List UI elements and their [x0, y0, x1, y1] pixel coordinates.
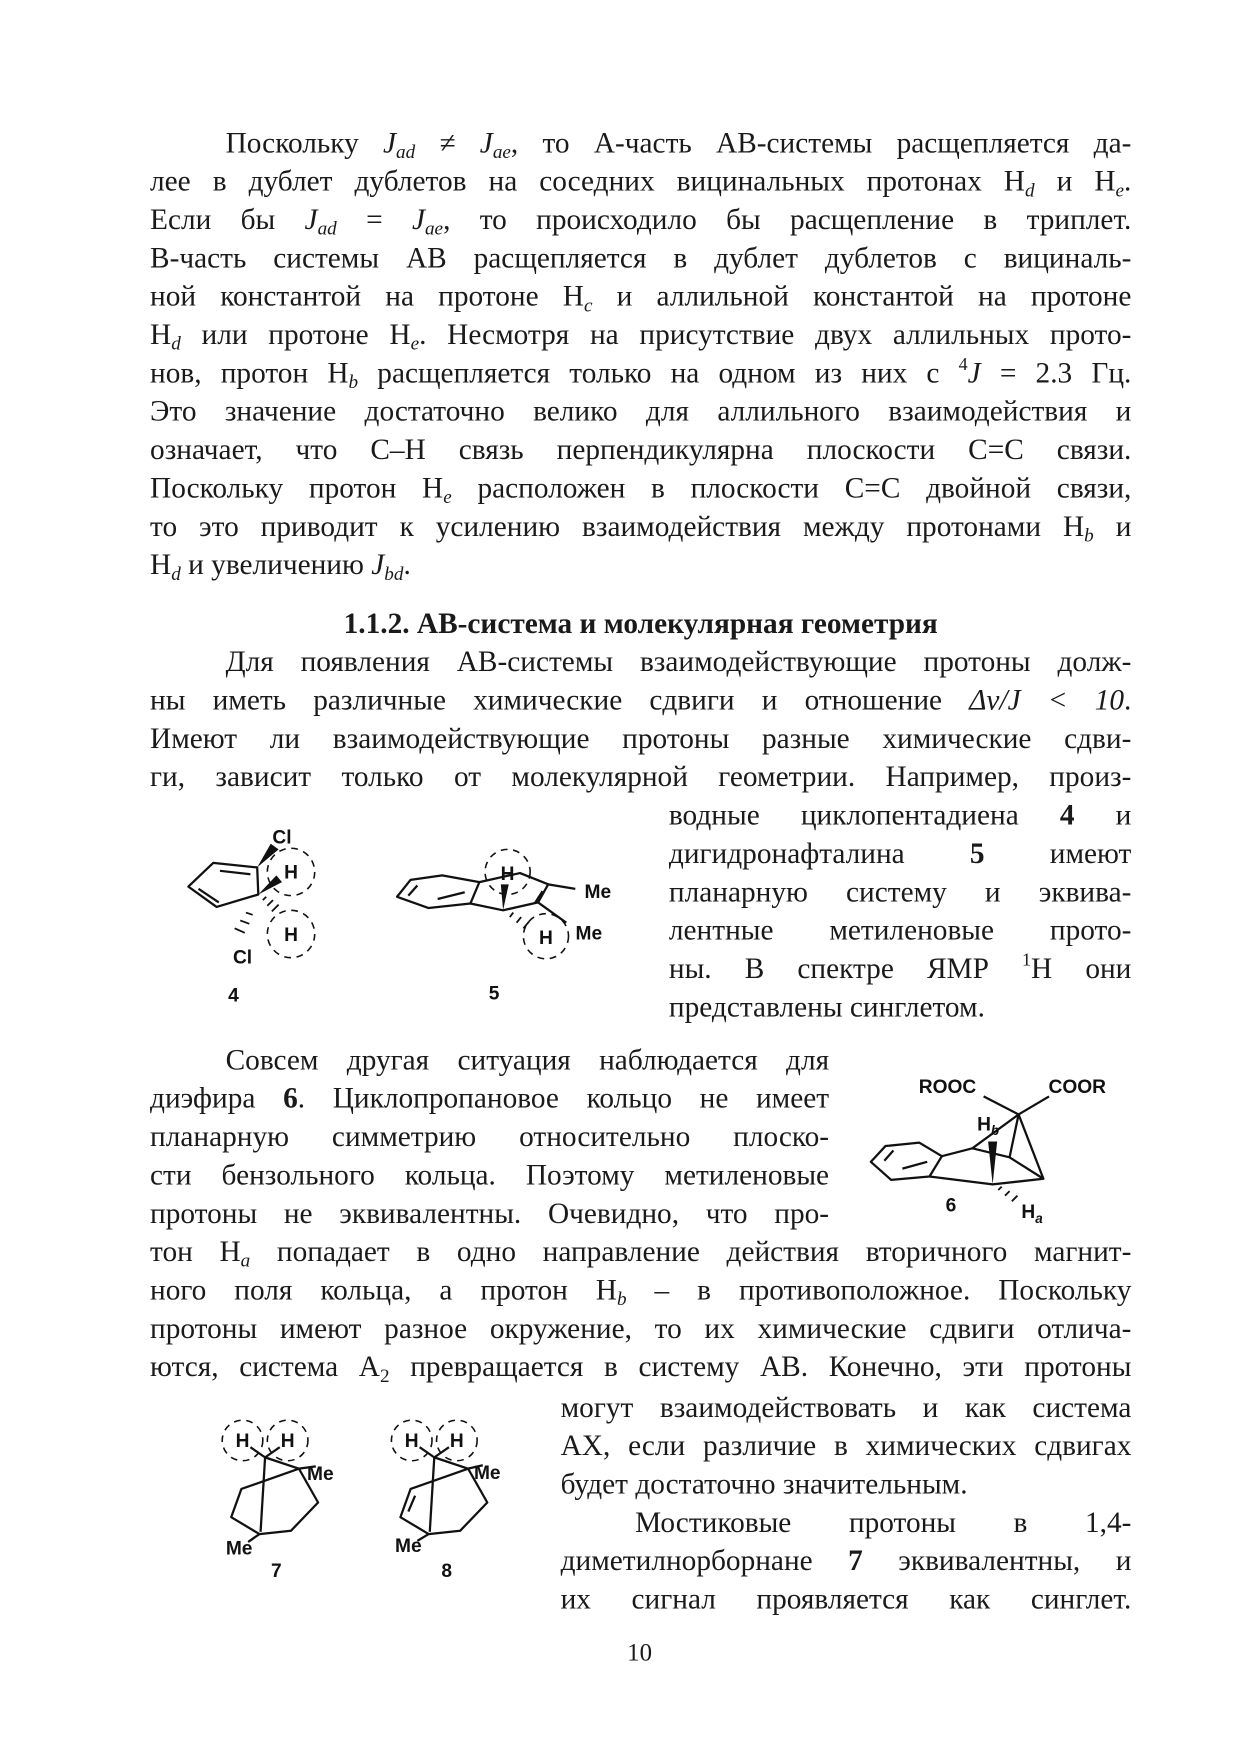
text-run-isub: e	[1115, 179, 1125, 201]
text-run: Мостиковые протоны в 1,4-	[635, 1505, 1132, 1539]
hydrogen-label: H	[500, 863, 515, 885]
text-run: .	[1124, 164, 1132, 198]
text-run-i: J	[382, 126, 397, 160]
compound-number-6: 6	[945, 1195, 957, 1217]
text-run: H	[150, 318, 172, 351]
text-run-isub: e	[410, 332, 420, 355]
text-run: и H	[1034, 164, 1116, 198]
text-run: означает, что С–Н связь перпендикулярна плоскости С=С связи.	[150, 433, 1132, 466]
structure-7-dimethylnorbornane	[222, 1420, 333, 1582]
text-run: ги, зависит только от молекулярной геометрии. Например, произ-	[150, 760, 1132, 793]
text-run: диметилнорборнане	[560, 1544, 849, 1577]
hydrogen-label: H	[280, 1431, 295, 1453]
text-run: В-часть системы АВ расщепляется в дублет дублетов с вициналь-	[150, 241, 1132, 275]
hydrogen-label: H	[404, 1431, 419, 1453]
text-run: попадает в одно направление действия вторичного магнит-	[250, 1235, 1132, 1268]
text-run: . Несмотря на присутствие двух аллильных прото-	[419, 318, 1132, 351]
text-run-i: Δν/J < 10	[969, 683, 1125, 717]
text-run: Это значение достаточно велико для аллильного взаимодействия и	[150, 394, 1132, 428]
hydrogen-label: H	[284, 862, 298, 884]
hydrogen-label: H	[449, 1431, 464, 1453]
hydrogen-label: H	[284, 924, 298, 946]
text-run-b: 6	[283, 1081, 298, 1115]
text-run: превращается в систему АВ. Конечно, эти протоны	[389, 1350, 1132, 1383]
text-run-i: J	[479, 126, 493, 160]
text-run-isub: ad	[396, 141, 416, 163]
methyl-label: Me	[473, 1462, 501, 1484]
text-run: Поскольку	[225, 126, 383, 160]
text-run: эквивалентны, и	[862, 1544, 1132, 1577]
text-run-isub: b	[616, 1288, 627, 1310]
text-run: то это приводит к усилению взаимодействия между протонами H	[150, 509, 1085, 543]
text-run-isub: c	[583, 294, 593, 316]
structure-5-dihydronaphthalene	[397, 849, 611, 1004]
text-run: имеют	[984, 836, 1132, 870]
hydrogen-label: H	[235, 1431, 250, 1453]
text-run: планарную симметрию относительно плоско-	[150, 1120, 830, 1153]
text-run: дигидронафталина	[668, 836, 970, 870]
methyl-label: Me	[395, 1536, 422, 1558]
text-run: ной константой на протоне H	[150, 279, 584, 313]
ester-label: ROOC	[918, 1077, 977, 1099]
text-run: = 2.3 Гц.	[980, 356, 1132, 390]
structure-4-cyclopentadiene	[188, 828, 314, 1007]
text-run-isub: e	[443, 486, 452, 508]
text-run: протоны имеют разное окружение, то их химические сдвиги отлича-	[150, 1311, 1132, 1345]
text-run: Имеют ли взаимодействующие протоны разные химические сдви-	[150, 721, 1132, 755]
text-run-isub: b	[348, 371, 359, 393]
text-run: нов, протон H	[150, 356, 349, 390]
text-run: и	[1074, 798, 1132, 832]
methyl-label: Me	[575, 923, 603, 945]
text-run-b: 5	[969, 836, 985, 870]
text-run: =	[336, 203, 412, 236]
text-run: ются, система A	[150, 1350, 380, 1383]
text-run: – в противоположное. Поскольку	[626, 1273, 1132, 1307]
text-run: ного поля кольца, а протон H	[150, 1273, 617, 1307]
methyl-label: Me	[307, 1463, 334, 1485]
chlorine-label: Cl	[272, 827, 292, 849]
text-run-isub: d	[1024, 179, 1035, 201]
structure-8-dimethylnorbornene	[391, 1420, 500, 1582]
text-run: лее в дублет дублетов на соседних вицинальных протонах H	[150, 164, 1025, 198]
compound-number-4: 4	[228, 985, 239, 1007]
text-run-i: J	[304, 203, 318, 236]
text-run: , то А-часть АВ-системы расщепляется да-	[510, 126, 1132, 160]
text-run: Поскольку протон H	[150, 471, 444, 505]
compound-number-8: 8	[441, 1560, 453, 1582]
text-run: могут взаимодействовать и как система	[560, 1390, 1132, 1424]
text-run-isub: ae	[424, 217, 444, 240]
text-run-isub: ae	[492, 141, 511, 163]
text-run: диэфира	[150, 1081, 284, 1115]
text-run: Для появления АВ-системы взаимодействующие протоны долж-	[225, 645, 1132, 678]
text-run: их сигнал проявляется как синглет.	[560, 1582, 1132, 1616]
text-run-b: 7	[848, 1544, 863, 1577]
text-run: и увеличению	[180, 548, 372, 581]
text-run: тон H	[150, 1235, 241, 1268]
text-run: ны. В спектре ЯМР	[668, 952, 1023, 985]
text-run-i: J	[411, 203, 425, 236]
methyl-label: Me	[225, 1538, 253, 1560]
text-run-i: J	[967, 356, 981, 390]
text-run: АХ, если различие в химических сдвигах	[560, 1429, 1132, 1462]
text-run: . Циклопропановое кольцо не имеет	[297, 1081, 830, 1115]
text-run: .	[403, 548, 411, 581]
text-run: расщепляется только на одном из них с	[358, 356, 959, 390]
text-run-isub: d	[171, 332, 181, 355]
ester-label: COOR	[1048, 1077, 1106, 1099]
compound-number-7: 7	[271, 1560, 282, 1582]
text-run-isub: ad	[317, 217, 337, 240]
hydrogen-label: H	[539, 928, 553, 950]
text-run: водные циклопентадиена	[668, 798, 1060, 832]
structure-6-diester	[871, 1077, 1106, 1226]
hydrogen-a-label: $H_a$	[1021, 1202, 1043, 1226]
text-run: лентные метиленовые прото-	[668, 913, 1132, 947]
text-run: ≠	[415, 126, 480, 160]
text-run-sup: 1	[1022, 950, 1032, 971]
text-run: .	[1124, 683, 1132, 717]
hydrogen-b-label: $H_b$	[977, 1114, 1000, 1138]
methyl-label: Me	[584, 881, 612, 903]
text-run: будет достаточно значительным.	[560, 1467, 968, 1501]
text-run: H они	[1031, 952, 1132, 985]
text-run: ны иметь различные химические сдвиги и отношение	[150, 683, 970, 717]
chlorine-label: Cl	[232, 947, 253, 969]
text-run: планарную систему и эквива-	[668, 875, 1132, 909]
text-run: представлены синглетом.	[668, 990, 985, 1024]
text-run: или протоне H	[180, 318, 411, 351]
text-run-isub: d	[171, 562, 181, 585]
text-run-isub: a	[240, 1249, 251, 1272]
text-run: H	[150, 548, 172, 581]
text-run-sup: 4	[958, 355, 968, 375]
text-run: Совсем другая ситуация наблюдается для	[225, 1043, 830, 1077]
page-number: 10	[627, 1637, 652, 1667]
text-run-isub: bd	[384, 562, 404, 585]
text-run-b: 4	[1059, 798, 1075, 832]
text-run-sub: 2	[379, 1364, 390, 1387]
text-run: протоны не эквивалентны. Очевидно, что про-	[150, 1196, 830, 1230]
section-heading: 1.1.2. АВ-система и молекулярная геометрия	[343, 606, 938, 640]
text-run: расположен в плоскости С=С двойной связи,	[451, 471, 1132, 505]
text-run-isub: b	[1084, 524, 1094, 546]
text-run: , то происходило бы расщепление в триплет.	[443, 203, 1132, 236]
text-run: Если бы	[150, 203, 305, 236]
text-run: и аллильной константой на протоне	[592, 279, 1132, 313]
text-run: сти бензольного кольца. Поэтому метиленовые	[150, 1158, 830, 1192]
text-run-i: J	[371, 548, 385, 581]
compound-number-5: 5	[488, 983, 500, 1005]
text-run: и	[1093, 509, 1132, 543]
